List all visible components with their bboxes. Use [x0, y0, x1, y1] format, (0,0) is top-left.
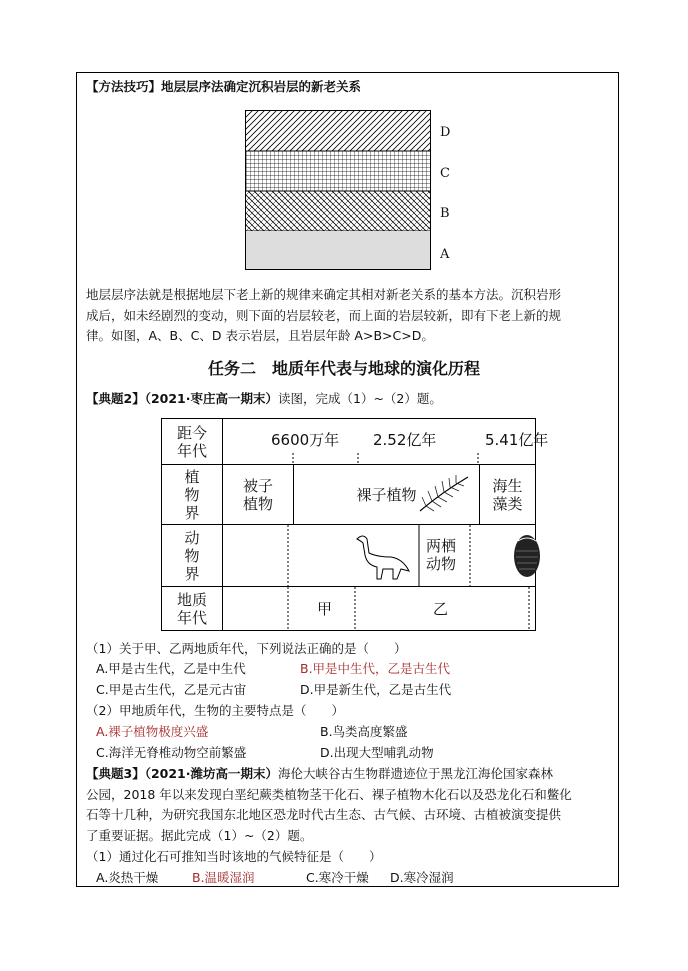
q2-sub2-option-b[interactable]: B.鸟类高度繁盛 — [320, 724, 408, 739]
q2-sub1-option-c[interactable]: C.甲是古生代，乙是元古宙 — [96, 682, 247, 697]
q2-sub1-option-b[interactable]: B.甲是中生代，乙是古生代 — [300, 661, 451, 676]
layer-label-c: C — [440, 166, 450, 181]
method-para-line: 律。如图，A、B、C、D 表示岩层，且岩层年龄 A>B>C>D。 — [86, 328, 434, 343]
method-para-line: 成后，如未经剧烈的变动，则下面的岩层较老，而上面的岩层较新，即有下老上新的规 — [86, 307, 562, 323]
era-jia: 甲 — [317, 600, 333, 618]
layer-c — [246, 151, 430, 191]
time-row — [223, 419, 549, 465]
q3-sub1-option-d[interactable]: D.寒冷湿润 — [390, 870, 454, 885]
q3-sub1-option-a[interactable]: A.炎热干燥 — [96, 870, 159, 885]
layer-label-a: A — [440, 247, 450, 262]
method-title: 【方法技巧】地层层序法确定沉积岩层的新老关系 — [86, 79, 362, 94]
row-era-label: 地质 年代 — [162, 587, 223, 631]
q3-line: 公园，2018 年以来发现白垩纪蕨类植物茎干化石、裸子植物木化石以及恐龙化石和鳖化 — [86, 786, 572, 802]
plant-algae: 海生 藻类 — [480, 465, 536, 525]
row-time-label: 距今 年代 — [162, 419, 223, 465]
q3-line: 了重要证据。据此完成（1）~（2）题。 — [86, 827, 313, 843]
row-plant-label: 植 物 界 — [162, 465, 223, 525]
q2-sub2-option-d[interactable]: D.出现大型哺乳动物 — [320, 745, 434, 760]
q3-line: 海伦大峡谷古生物群遗迹位于黑龙江海伦国家森林 — [278, 766, 554, 781]
q2-sub2-option-c[interactable]: C.海洋无脊椎动物空前繁盛 — [96, 745, 247, 760]
layer-d — [246, 111, 430, 151]
era-yi: 乙 — [433, 600, 449, 618]
q2-sub1-option-a[interactable]: A.甲是古生代，乙是中生代 — [96, 661, 246, 676]
layer-label-d: D — [440, 125, 451, 140]
q2-sub2-option-a[interactable]: A.裸子植物极度兴盛 — [96, 724, 209, 739]
task2-heading: 任务二 地质年代表与地球的演化历程 — [207, 359, 480, 378]
q3-source: （2021·潍坊高一期末） — [144, 766, 278, 781]
q2-sub2-stem: （2）甲地质年代，生物的主要特点是（ ） — [86, 703, 344, 718]
q3-label: 【典题3】 — [86, 766, 145, 781]
method-paragraph — [86, 285, 614, 347]
q3-line: 石等十几种，为研究我国东北地区恐龙时代古生态、古气候、古环境、古植被演变提供 — [86, 807, 562, 822]
q3-block — [86, 764, 614, 846]
geo-timeline-table — [161, 418, 549, 631]
animal-amphibian: 两栖 动物 — [426, 537, 457, 573]
q2-sub1-stem: （1）关于甲、乙两地质年代，下列说法正确的是（ ） — [86, 641, 407, 656]
q2-text: 读图，完成（1）~（2）题。 — [278, 391, 442, 406]
dinosaur-icon — [353, 531, 413, 583]
layer-b — [246, 191, 430, 231]
row-animal-label: 动 物 界 — [162, 525, 223, 587]
time-541ma: 5.41亿年 — [485, 431, 549, 449]
era-row — [223, 587, 536, 631]
q3-sub1-stem: （1）通过化石可推知当时该地的气候特征是（ ） — [86, 849, 382, 864]
fern-icon — [416, 473, 471, 515]
time-66ma: 6600万年 — [271, 431, 340, 449]
plant-gymnosperm: 裸子植物 — [356, 485, 417, 504]
layer-a — [246, 231, 430, 269]
q3-sub1-option-c[interactable]: C.寒冷干燥 — [306, 870, 369, 885]
trilobite-icon — [507, 531, 547, 581]
plant-gymnosperm-cell — [294, 465, 480, 525]
q2-header — [86, 389, 442, 409]
q2-label: 【典题2】 — [86, 391, 145, 406]
q2-sub1-option-d[interactable]: D.甲是新生代，乙是古生代 — [300, 682, 452, 697]
strata-diagram — [245, 110, 431, 270]
layer-label-b: B — [440, 206, 450, 221]
q3-sub1-option-b[interactable]: B.温暖湿润 — [192, 870, 255, 885]
q2-source: （2021·枣庄高一期末） — [144, 391, 278, 406]
animal-row — [223, 525, 536, 587]
method-para-line: 地层层序法就是根据地层下老上新的规律来确定其相对新老关系的基本方法。沉积岩形 — [86, 287, 562, 302]
plant-angiosperm: 被子 植物 — [223, 465, 294, 525]
time-252ma: 2.52亿年 — [373, 431, 437, 449]
